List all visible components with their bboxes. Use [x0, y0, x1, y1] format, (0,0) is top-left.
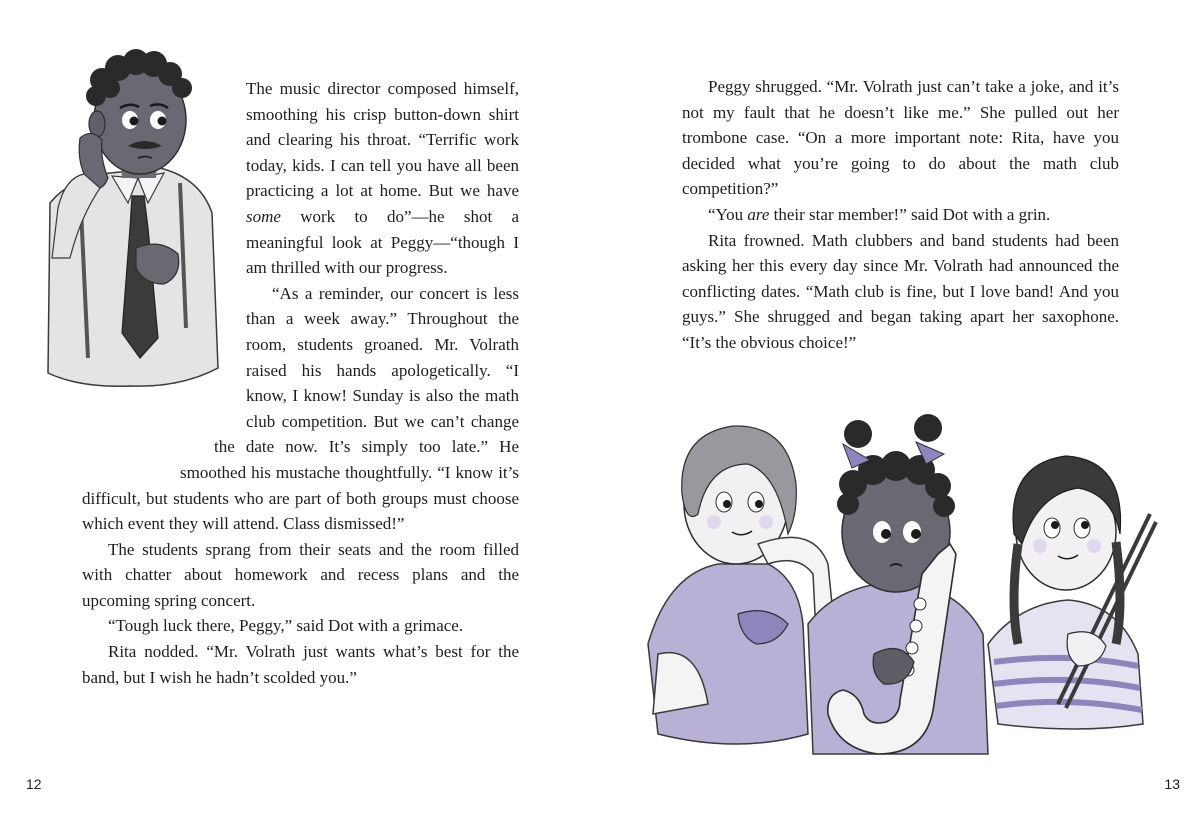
page-number: 13	[1164, 776, 1180, 792]
paragraph: The students sprang from their seats and the room filled with chatter about homework and recess plans and the upcoming spring concert.	[82, 539, 519, 610]
page-number: 12	[26, 776, 42, 792]
right-page-text	[682, 74, 1119, 356]
paragraph: “As a reminder, our concert is less than a week away.” Throughout the room, students groaned. Mr. Volrath raised his hands apologetically. “I know, I know! Sunday is also the math club competition. But we can’t change the date now. It’s simply too late.” He smoothed his mustache thoughtfully. “I know it’s difficult, but students who are part of both groups must choose which event they will attend. Class dismissed!”	[82, 283, 519, 534]
right-page	[600, 0, 1200, 818]
three-students-with-instruments-illustration	[638, 404, 1158, 774]
paragraph: Rita frowned. Math clubbers and band students had been asking her this every day since Mr. Volrath had announced the conflicting dates. “Math club is fine, but I love band! And you guys.” She shrugged and began taking apart her saxophone. “It’s the obvious choice!”	[682, 230, 1119, 352]
paragraph: Rita nodded. “Mr. Volrath just wants what’s best for the band, but I wish he hadn’t scolded you.”	[82, 642, 519, 687]
left-page-text	[82, 76, 519, 690]
paragraph: “Tough luck there, Peggy,” said Dot with a grimace.	[108, 616, 464, 636]
paragraph: Peggy shrugged. “Mr. Volrath just can’t take a joke, and it’s not my fault that he doesn’t like me.” She pulled out her trombone case. “On a more important note: Rita, have you decided what you’re going to do about the math club competition?”	[682, 77, 1119, 199]
paragraph: The music director composed himself, smoothing his crisp button-down shirt and clearing his throat. “Terrific work today, kids. I can tell you have all been practicing a lot at home. But we have some work to do”—he shot a meaningful look at Peggy—“though I am thrilled with our progress.	[246, 79, 519, 278]
paragraph: “You are their star member!” said Dot with a grin.	[708, 204, 1051, 224]
